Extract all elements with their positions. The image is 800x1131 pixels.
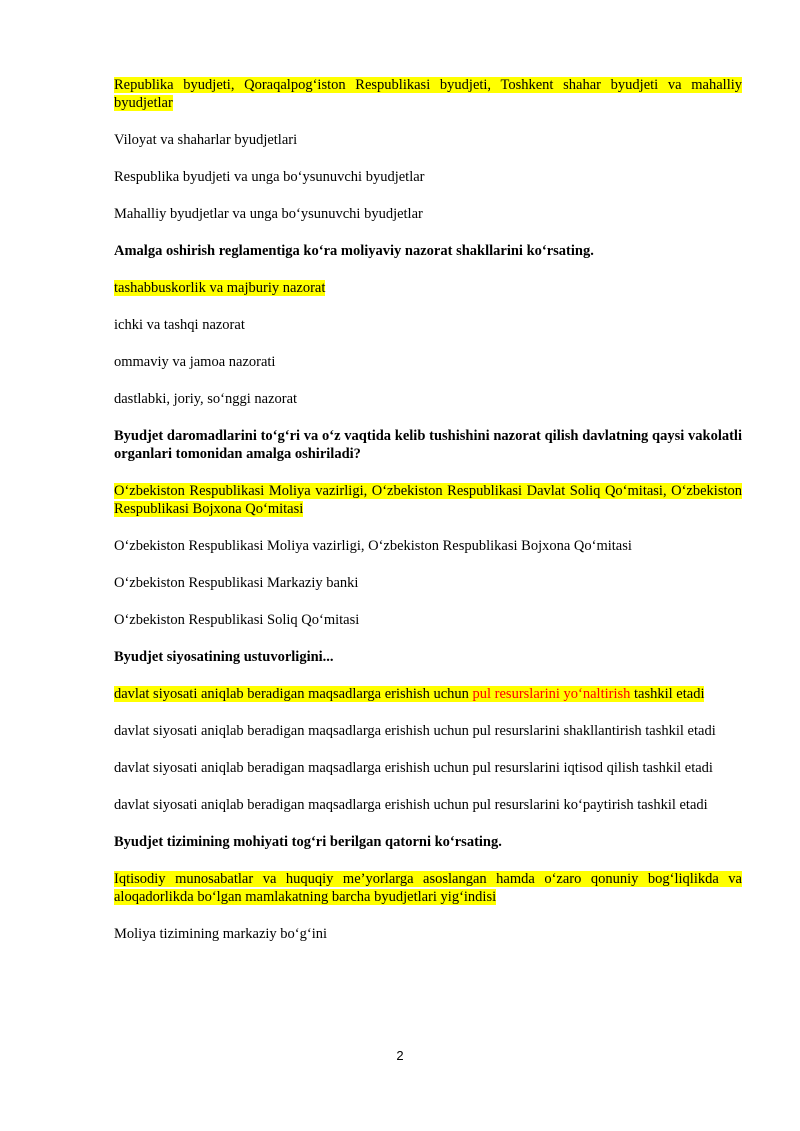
answer-highlight [114,686,704,702]
question-text [114,648,742,666]
answer-option [114,390,742,408]
question-text [114,427,742,463]
answer-label: O‘zbekiston Respublikasi Markaziy banki [114,575,359,591]
answer-option [114,796,742,814]
emphasized-phrase: pul resurslarini yo‘naltirish [472,686,631,702]
answer-highlight: Iqtisodiy munosabatlar va huquqiy me’yorlarga asoslangan hamda o‘zaro qonuniy bog‘liqlikda va aloqadorlikda bo‘lgan mamlakatning barcha byudjetlari yig‘indisi [114,871,742,905]
correct-answer [114,76,742,112]
question-label: Byudjet daromadlarini to‘g‘ri va o‘z vaqtida kelib tushishini nazorat qilish davlatning qaysi vakolatli organlari tomonidan amalga oshiriladi? [114,428,742,462]
answer-option [114,574,742,592]
answer-highlight: tashabbuskorlik va majburiy nazorat [114,280,326,296]
answer-option [114,131,742,149]
text-segment: davlat siyosati aniqlab beradigan maqsadlarga erishish uchun [114,686,473,702]
answer-label: Viloyat va shaharlar byudjetlari [114,132,298,148]
answer-option [114,353,742,371]
answer-option [114,168,742,186]
question-label: Amalga oshirish reglamentiga ko‘ra moliyaviy nazorat shakllarini ko‘rsating. [114,243,594,259]
answer-label: dastlabki, joriy, so‘nggi nazorat [114,391,298,407]
answer-highlight: Republika byudjeti, Qoraqalpog‘iston Respublikasi byudjeti, Toshkent shahar byudjeti va mahalliy byudjetlar [114,77,742,111]
answer-label: davlat siyosati aniqlab beradigan maqsadlarga erishish uchun pul resurslarini shakllantirish tashkil etadi [114,723,716,739]
answer-label: ichki va tashqi nazorat [114,317,245,333]
answer-label: Moliya tizimining markaziy bo‘g‘ini [114,926,328,942]
document-body [114,76,742,962]
answer-label: ommaviy va jamoa nazorati [114,354,276,370]
question-label: Byudjet siyosatining ustuvorligini... [114,649,334,665]
correct-answer [114,870,742,906]
answer-label: O‘zbekiston Respublikasi Soliq Qo‘mitasi [114,612,360,628]
answer-label: Respublika byudjeti va unga bo‘ysunuvchi byudjetlar [114,169,425,185]
text-segment: tashkil etadi [630,686,705,702]
answer-option [114,925,742,943]
correct-answer [114,482,742,518]
answer-label: davlat siyosati aniqlab beradigan maqsadlarga erishish uchun pul resurslarini iqtisod qilish tashkil etadi [114,760,713,776]
answer-option [114,537,742,555]
correct-answer [114,279,742,297]
answer-label: Mahalliy byudjetlar va unga bo‘ysunuvchi byudjetlar [114,206,423,222]
answer-option [114,722,742,740]
question-label: Byudjet tizimining mohiyati tog‘ri berilgan qatorni ko‘rsating. [114,834,502,850]
answer-option [114,205,742,223]
question-text [114,833,742,851]
page-number: 2 [396,1048,404,1063]
answer-label: davlat siyosati aniqlab beradigan maqsadlarga erishish uchun pul resurslarini ko‘paytirish tashkil etadi [114,797,708,813]
answer-option [114,611,742,629]
question-text [114,242,742,260]
answer-option [114,759,742,777]
answer-option [114,316,742,334]
correct-answer [114,685,742,703]
answer-label: O‘zbekiston Respublikasi Moliya vazirligi, O‘zbekiston Respublikasi Bojxona Qo‘mitasi [114,538,632,554]
answer-highlight: O‘zbekiston Respublikasi Moliya vazirligi, O‘zbekiston Respublikasi Davlat Soliq Qo‘mitasi, O‘zbekiston Respublikasi Bojxona Qo‘mitasi [114,483,742,517]
